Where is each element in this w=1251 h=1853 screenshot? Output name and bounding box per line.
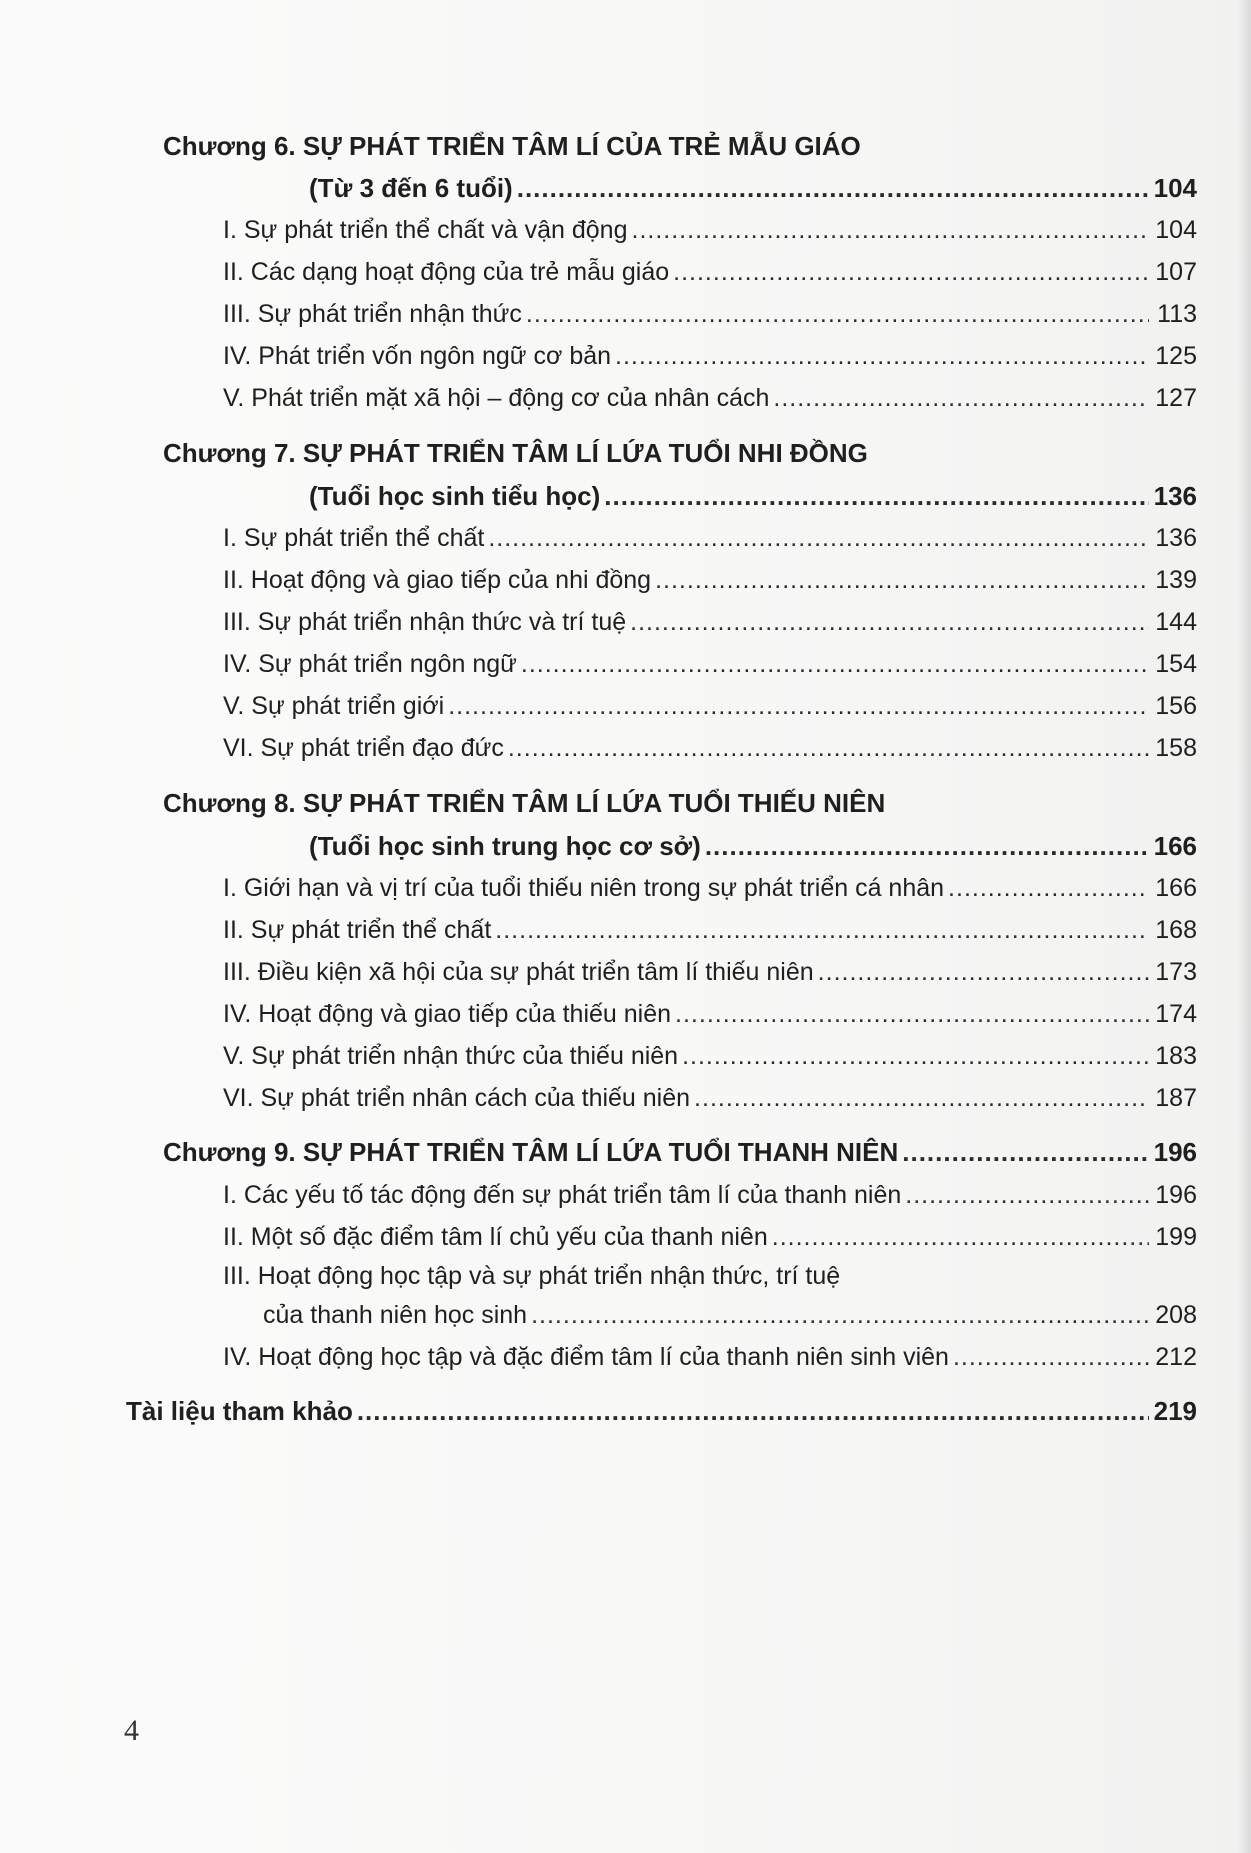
entry-page: 168 xyxy=(1155,916,1197,944)
toc-entry[interactable] xyxy=(263,1297,1197,1333)
leader-dots xyxy=(905,1177,1149,1213)
toc-entry[interactable] xyxy=(223,604,1197,640)
leader-dots xyxy=(448,688,1149,724)
entry-label: I. Các yếu tố tác động đến sự phát triển tâm lí của thanh niên xyxy=(223,1181,902,1209)
entry-page: 136 xyxy=(1155,524,1197,552)
chapter-9-title: Chương 9. SỰ PHÁT TRIỂN TÂM LÍ LỨA TUỔI THANH NIÊN xyxy=(163,1137,899,1167)
toc-entry[interactable] xyxy=(223,1177,1197,1213)
entry-label: VI. Sự phát triển đạo đức xyxy=(223,734,504,762)
chapter-6-title[interactable]: Chương 6. SỰ PHÁT TRIỂN TÂM LÍ CỦA TRẺ MẪU GIÁO xyxy=(163,131,861,161)
chapter-7-page: 136 xyxy=(1153,481,1197,511)
entry-page: 158 xyxy=(1155,734,1197,762)
toc-entry[interactable] xyxy=(223,1080,1197,1116)
leader-dots xyxy=(818,954,1149,990)
entry-label: IV. Sự phát triển ngôn ngữ xyxy=(223,650,517,678)
entry-label: III. Sự phát triển nhận thức và trí tuệ xyxy=(223,608,627,636)
entry-label: II. Sự phát triển thể chất xyxy=(223,916,492,944)
leader-dots xyxy=(615,338,1149,374)
leader-dots xyxy=(773,380,1149,416)
toc-entry[interactable] xyxy=(223,254,1197,290)
toc-entry[interactable] xyxy=(223,646,1197,682)
leader-dots xyxy=(675,996,1149,1032)
leader-dots xyxy=(495,912,1149,948)
entry-page: 174 xyxy=(1155,1000,1197,1028)
page-number: 4 xyxy=(124,1714,139,1747)
entry-label: I. Sự phát triển thể chất xyxy=(223,524,485,552)
chapter-8-page: 166 xyxy=(1153,831,1197,861)
entry-label-line1[interactable]: III. Hoạt động học tập và sự phát triển nhận thức, trí tuệ xyxy=(223,1262,841,1290)
entry-page: 208 xyxy=(1155,1301,1197,1329)
toc-entry[interactable] xyxy=(223,562,1197,598)
toc-entry[interactable] xyxy=(223,1219,1197,1255)
leader-dots xyxy=(948,870,1149,906)
leader-dots xyxy=(632,212,1150,248)
chapter-9-title-row[interactable] xyxy=(163,1134,1197,1170)
entry-page: 127 xyxy=(1155,384,1197,412)
entry-page: 156 xyxy=(1155,692,1197,720)
toc-entry[interactable] xyxy=(223,688,1197,724)
leader-dots xyxy=(902,1134,1149,1170)
entry-page: 187 xyxy=(1155,1084,1197,1112)
toc-entry[interactable] xyxy=(223,212,1197,248)
entry-label: IV. Hoạt động học tập và đặc điểm tâm lí của thanh niên sinh viên xyxy=(223,1343,949,1371)
leader-dots xyxy=(953,1339,1149,1375)
entry-page: 104 xyxy=(1155,216,1197,244)
references-page: 219 xyxy=(1153,1396,1197,1426)
toc-entry[interactable] xyxy=(223,996,1197,1032)
toc-entry[interactable] xyxy=(223,1038,1197,1074)
entry-label: II. Các dạng hoạt động của trẻ mẫu giáo xyxy=(223,258,670,286)
entry-page: 107 xyxy=(1155,258,1197,286)
entry-label: V. Sự phát triển giới xyxy=(223,692,445,720)
toc-entry[interactable] xyxy=(223,296,1197,332)
chapter-7-subtitle-row[interactable] xyxy=(309,478,1197,514)
leader-dots xyxy=(508,730,1149,766)
entry-label: II. Một số đặc điểm tâm lí chủ yếu của thanh niên xyxy=(223,1223,768,1251)
leader-dots xyxy=(604,478,1149,514)
entry-page: 196 xyxy=(1155,1181,1197,1209)
toc-entry[interactable] xyxy=(223,954,1197,990)
entry-page: 154 xyxy=(1155,650,1197,678)
leader-dots xyxy=(517,170,1149,206)
toc-entry[interactable] xyxy=(223,380,1197,416)
entry-label: IV. Hoạt động và giao tiếp của thiếu niên xyxy=(223,1000,672,1028)
toc-entry[interactable] xyxy=(223,1339,1197,1375)
toc-entry[interactable] xyxy=(223,870,1197,906)
entry-label-line2: của thanh niên học sinh xyxy=(263,1301,528,1329)
chapter-7-title[interactable]: Chương 7. SỰ PHÁT TRIỂN TÂM LÍ LỨA TUỔI NHI ĐỒNG xyxy=(163,438,868,468)
chapter-8-title[interactable]: Chương 8. SỰ PHÁT TRIỂN TÂM LÍ LỨA TUỔI THIẾU NIÊN xyxy=(163,788,886,818)
entry-page: 139 xyxy=(1155,566,1197,594)
entry-page: 113 xyxy=(1157,300,1197,328)
chapter-6-subtitle-row[interactable] xyxy=(309,170,1197,206)
toc-entry[interactable] xyxy=(223,730,1197,766)
entry-page: 183 xyxy=(1155,1042,1197,1070)
entry-label: III. Điều kiện xã hội của sự phát triển tâm lí thiếu niên xyxy=(223,958,814,986)
leader-dots xyxy=(705,828,1149,864)
chapter-8-subtitle-row[interactable] xyxy=(309,828,1197,864)
entry-label: I. Sự phát triển thể chất và vận động xyxy=(223,216,628,244)
leader-dots xyxy=(694,1080,1149,1116)
entry-page: 166 xyxy=(1155,874,1197,902)
references-label: Tài liệu tham khảo xyxy=(126,1396,353,1426)
entry-label: VI. Sự phát triển nhân cách của thiếu niên xyxy=(223,1084,691,1112)
entry-page: 125 xyxy=(1155,342,1197,370)
chapter-6-page: 104 xyxy=(1153,173,1197,203)
chapter-7-subtitle: (Tuổi học sinh tiểu học) xyxy=(309,481,601,511)
entry-label: V. Sự phát triển nhận thức của thiếu niên xyxy=(223,1042,679,1070)
entry-label: IV. Phát triển vốn ngôn ngữ cơ bản xyxy=(223,342,612,370)
leader-dots xyxy=(655,562,1149,598)
toc-entry[interactable] xyxy=(223,912,1197,948)
leader-dots xyxy=(357,1393,1149,1429)
chapter-8-subtitle: (Tuổi học sinh trung học cơ sở) xyxy=(309,831,701,861)
chapter-6-subtitle: (Từ 3 đến 6 tuổi) xyxy=(309,173,513,203)
entry-label: II. Hoạt động và giao tiếp của nhi đồng xyxy=(223,566,652,594)
entry-label: III. Sự phát triển nhận thức xyxy=(223,300,522,328)
entry-page: 199 xyxy=(1155,1223,1197,1251)
leader-dots xyxy=(682,1038,1149,1074)
chapter-9-page: 196 xyxy=(1153,1137,1197,1167)
toc-entry[interactable] xyxy=(223,338,1197,374)
entry-page: 173 xyxy=(1155,958,1197,986)
page-edge-shadow xyxy=(1237,0,1251,1853)
leader-dots xyxy=(531,1297,1149,1333)
entry-page: 144 xyxy=(1155,608,1197,636)
toc-entry[interactable] xyxy=(223,520,1197,556)
entry-label: I. Giới hạn và vị trí của tuổi thiếu niên trong sự phát triển cá nhân xyxy=(223,874,945,902)
leader-dots xyxy=(521,646,1149,682)
leader-dots xyxy=(630,604,1149,640)
leader-dots xyxy=(673,254,1149,290)
references-row[interactable] xyxy=(126,1393,1197,1429)
leader-dots xyxy=(526,296,1149,332)
leader-dots xyxy=(488,520,1149,556)
entry-label: V. Phát triển mặt xã hội – động cơ của nhân cách xyxy=(223,384,770,412)
leader-dots xyxy=(772,1219,1149,1255)
entry-page: 212 xyxy=(1155,1343,1197,1371)
